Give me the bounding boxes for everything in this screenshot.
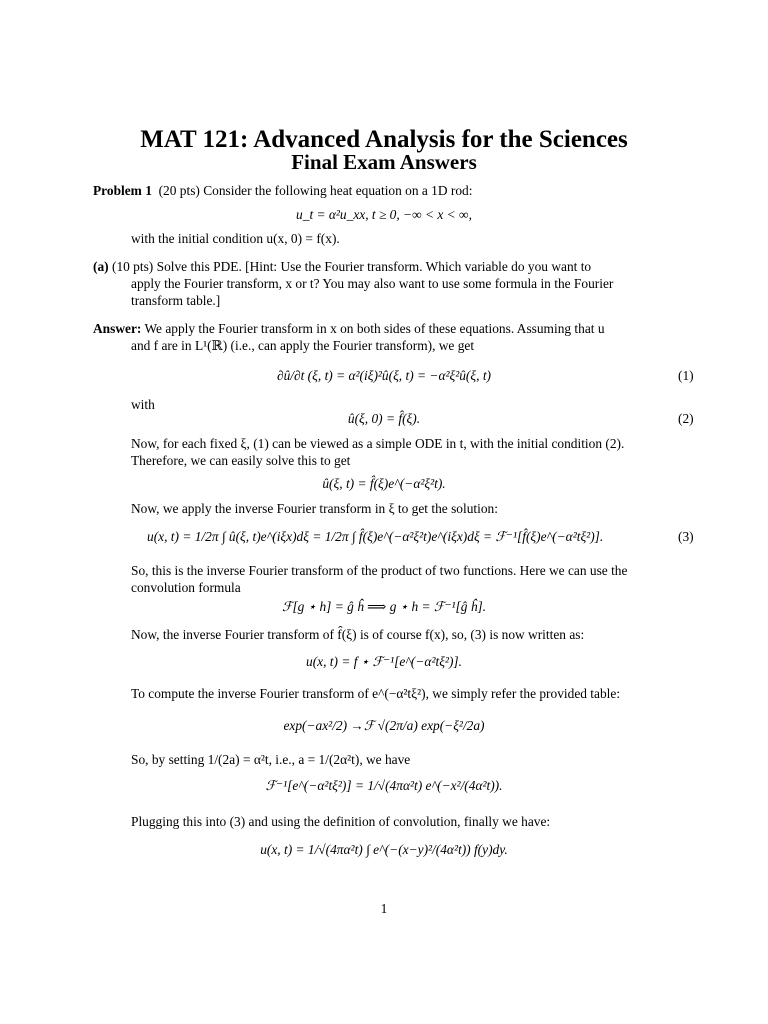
answer-text-1: We apply the Fourier transform in x on both sides of these equations. Assuming that u (144, 321, 605, 336)
equation-convolution-text: ℱ[g ⋆ h] = ĝ ĥ ⟹ g ⋆ h = ℱ⁻¹[ĝ ĥ]. (281, 599, 487, 614)
initial-condition: with the initial condition u(x, 0) = f(x). (131, 231, 340, 246)
problem-text: (20 pts) Consider the following heat equation on a 1D rod: (158, 183, 473, 198)
problem-label: Problem 1 (93, 183, 152, 198)
paragraph-product-2: convolution formula (131, 580, 241, 595)
equation-table (0, 716, 768, 736)
equation-convolution-2-text: u(x, t) = f ⋆ ℱ⁻¹[e^(−α²tξ²)]. (306, 654, 462, 669)
problem-statement (93, 182, 472, 199)
equation-final-text: u(x, t) = 1/√(4πα²t) ∫ e^(−(x−y)²/(4α²t)) f(y)dy. (260, 842, 508, 857)
equation-table-text: exp(−ax²/2) →ℱ √(2π/a) exp(−ξ²/2a) (283, 718, 485, 733)
part-a-line-2: apply the Fourier transform, x or t? You may also want to use some formula in the Fourier (131, 276, 614, 291)
answer-line-2: and f are in L¹(ℝ) (i.e., can apply the Fourier transform), we get (131, 338, 475, 353)
part-a-text-1: (10 pts) Solve this PDE. [Hint: Use the Fourier transform. Which variable do you want to (111, 259, 592, 274)
paragraph-setting: So, by setting 1/(2a) = α²t, i.e., a = 1/(2α²t), we have (131, 752, 411, 767)
with-text: with (131, 397, 155, 412)
equation-1 (0, 366, 768, 386)
equation-inverse-text: ℱ⁻¹[e^(−α²tξ²)] = 1/√(4πα²t) e^(−x²/(4α²t)). (265, 778, 503, 793)
heat-equation (0, 205, 768, 225)
equation-3-text: u(x, t) = 1/2π ∫ û(ξ, t)e^(iξx)dξ = 1/2π ∫ f̂(ξ)e^(−α²ξ²t)e^(iξx)dξ = ℱ⁻¹[f̂(ξ)e^(−α²tξ²)]. (147, 529, 604, 544)
equation-2-text: û(ξ, 0) = f̂(ξ). (347, 411, 421, 426)
page-number: 1 (380, 901, 388, 916)
paragraph-table: To compute the inverse Fourier transform of e^(−α²tξ²), we simply refer the provided table: (131, 686, 621, 701)
part-a-line-3: transform table.] (131, 293, 221, 308)
equation-2-number: (2) (678, 411, 694, 426)
equation-solution (0, 474, 768, 494)
heat-equation-text: u_t = α²u_xx, t ≥ 0, −∞ < x < ∞, (296, 207, 472, 222)
paragraph-fourier-f: Now, the inverse Fourier transform of f̂(ξ) is of course f(x), so, (3) is now written as: (131, 627, 585, 642)
paragraph-ode-1: Now, for each fixed ξ, (1) can be viewed as a simple ODE in t, with the initial condition (2). (131, 436, 625, 451)
equation-solution-text: û(ξ, t) = f̂(ξ)e^(−α²ξ²t). (322, 476, 446, 491)
equation-convolution (0, 597, 768, 617)
paragraph-plugging: Plugging this into (3) and using the definition of convolution, finally we have: (131, 814, 551, 829)
page-title: MAT 121: Advanced Analysis for the Sciences (140, 126, 628, 153)
part-a-line-1 (93, 258, 696, 275)
paragraph-inverse: Now, we apply the inverse Fourier transform in ξ to get the solution: (131, 501, 498, 516)
equation-2 (0, 409, 768, 429)
paragraph-ode-2: Therefore, we can easily solve this to get (131, 453, 351, 468)
equation-1-number: (1) (678, 368, 694, 383)
answer-line-1 (93, 320, 605, 337)
paragraph-product-1: So, this is the inverse Fourier transform of the product of two functions. Here we can use the (131, 563, 628, 578)
answer-label: Answer: (93, 321, 142, 336)
equation-final (0, 840, 768, 860)
equation-inverse (0, 776, 768, 796)
part-a-label: (a) (93, 259, 109, 274)
equation-3 (147, 527, 603, 547)
equation-1-text: ∂û/∂t (ξ, t) = α²(iξ)²û(ξ, t) = −α²ξ²û(ξ, t) (276, 368, 492, 383)
equation-convolution-2 (0, 652, 768, 672)
equation-3-number: (3) (678, 529, 694, 544)
page-subtitle: Final Exam Answers (291, 150, 477, 174)
